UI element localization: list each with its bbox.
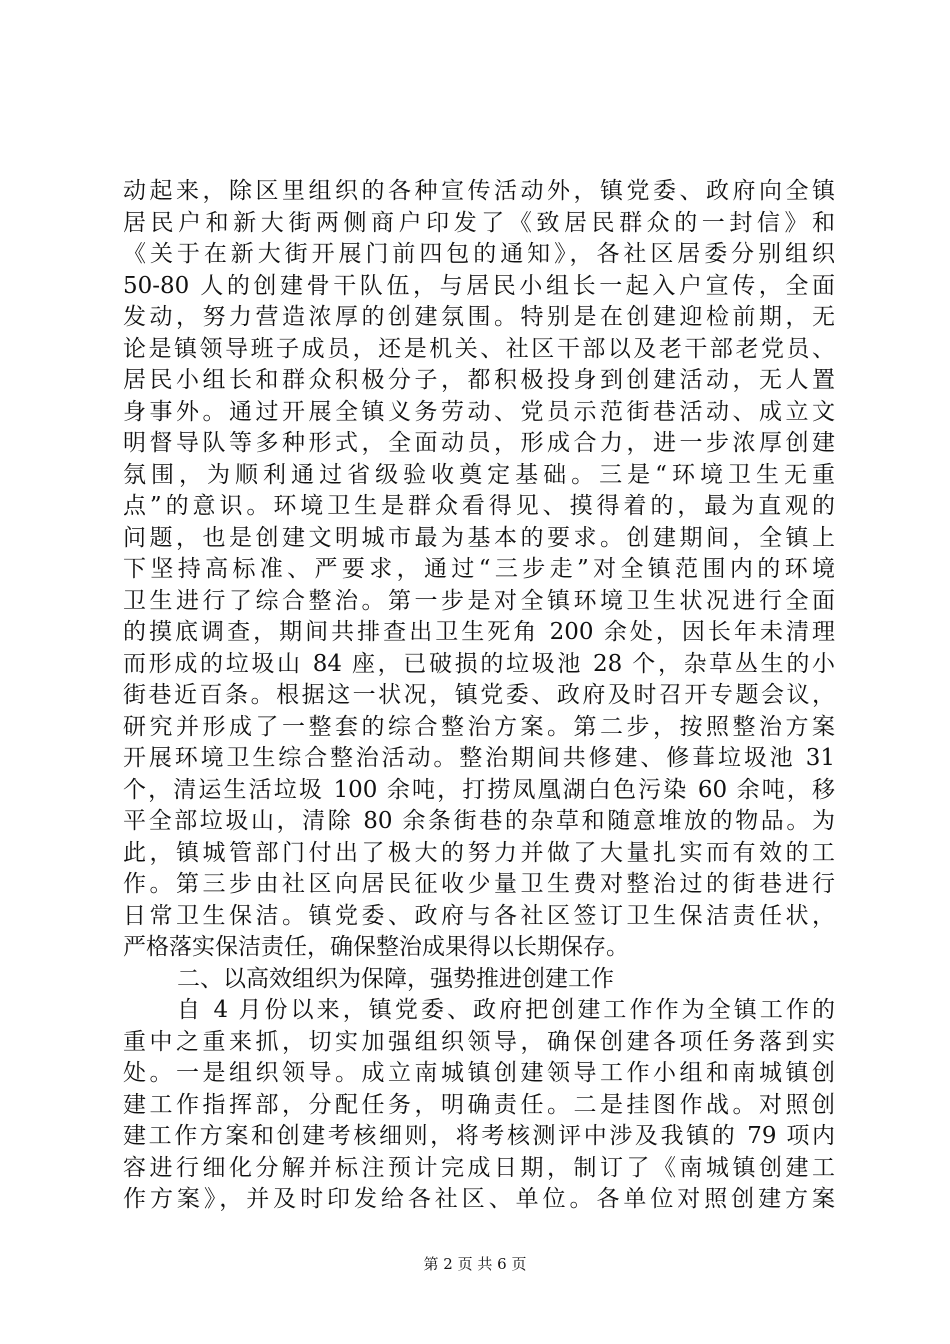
text-line: 下坚持高标准、严要求，通过“三步走”对全镇范围内的环境: [123, 556, 835, 582]
text-line: 重中之重来抓，切实加强组织领导，确保创建各项任务落到实: [123, 1028, 835, 1055]
text-line: 发动，努力营造浓厚的创建氛围。特别是在创建迎检前期，无: [123, 304, 835, 330]
section-heading: 二、以高效组织为保障，强势推进创建工作: [177, 965, 614, 992]
text-line: 自 4 月份以来，镇党委、政府把创建工作作为全镇工作的: [177, 997, 835, 1023]
text-line: 《关于在新大街开展门前四包的通知》，各社区居委分别组织: [123, 241, 835, 267]
text-line: 容进行细化分解并标注预计完成日期，制订了《南城镇创建工: [123, 1154, 835, 1181]
text-line: 氛围，为顺利通过省级验收奠定基础。三是“环境卫生无重: [123, 461, 835, 488]
text-line: 的摸底调查，期间共排查出卫生死角 200 余处，因长年未清理: [123, 619, 835, 645]
text-line: 卫生进行了综合整治。第一步是对全镇环境卫生状况进行全面: [123, 587, 835, 614]
text-line: 此，镇城管部门付出了极大的努力并做了大量扎实而有效的工: [123, 839, 835, 866]
text-line: 严格落实保洁责任，确保整治成果得以长期保存。: [123, 934, 629, 960]
text-line: 50-80 人的创建骨干队伍，与居民小组长一起入户宣传，全面: [123, 272, 835, 299]
text-line: 研究并形成了一整套的综合整治方案。第二步，按照整治方案: [123, 713, 835, 740]
text-line: 点”的意识。环境卫生是群众看得见、摸得着的，最为直观的: [123, 493, 835, 519]
text-line: 作方案》，并及时印发给各社区、单位。各单位对照创建方案: [123, 1186, 835, 1212]
text-line: 身事外。通过开展全镇义务劳动、党员示范街巷活动、成立文: [123, 398, 835, 425]
text-line: 问题，也是创建文明城市最为基本的要求。创建期间，全镇上: [123, 524, 835, 551]
text-line: 作。第三步由社区向居民征收少量卫生费对整治过的街巷进行: [123, 871, 835, 897]
text-line: 论是镇领导班子成员，还是机关、社区干部以及老干部老党员、: [123, 335, 835, 362]
text-line: 街巷近百条。根据这一状况，镇党委、政府及时召开专题会议，: [123, 682, 835, 708]
text-line: 而形成的垃圾山 84 座，已破损的垃圾池 28 个，杂草丛生的小: [123, 650, 835, 677]
text-line: 建工作指挥部，分配任务，明确责任。二是挂图作战。对照创: [123, 1091, 835, 1118]
text-line: 平全部垃圾山，清除 80 余条街巷的杂草和随意堆放的物品。为: [123, 808, 835, 834]
text-line: 建工作方案和创建考核细则，将考核测评中涉及我镇的 79 项内: [123, 1123, 835, 1149]
text-line: 居民户和新大街两侧商户印发了《致居民群众的一封信》和: [123, 209, 835, 236]
page-footer: [0, 1253, 950, 1274]
page-number: 第 2 页 共 6 页: [423, 1255, 527, 1273]
text-line: 动起来，除区里组织的各种宣传活动外，镇党委、政府向全镇: [123, 178, 835, 204]
text-line: 明督导队等多种形式，全面动员，形成合力，进一步浓厚创建: [123, 430, 835, 456]
text-line: 居民小组长和群众积极分子，都积极投身到创建活动，无人置: [123, 367, 835, 393]
text-line: 个，清运生活垃圾 100 余吨，打捞凤凰湖白色污染 60 余吨，移: [123, 776, 835, 803]
text-line: 日常卫生保洁。镇党委、政府与各社区签订卫生保洁责任状，: [123, 902, 835, 929]
text-line: 开展环境卫生综合整治活动。整治期间共修建、修葺垃圾池 31: [123, 745, 835, 771]
document-body: [123, 176, 835, 1216]
text-line: 处。一是组织领导。成立南城镇创建领导工作小组和南城镇创: [123, 1060, 835, 1086]
